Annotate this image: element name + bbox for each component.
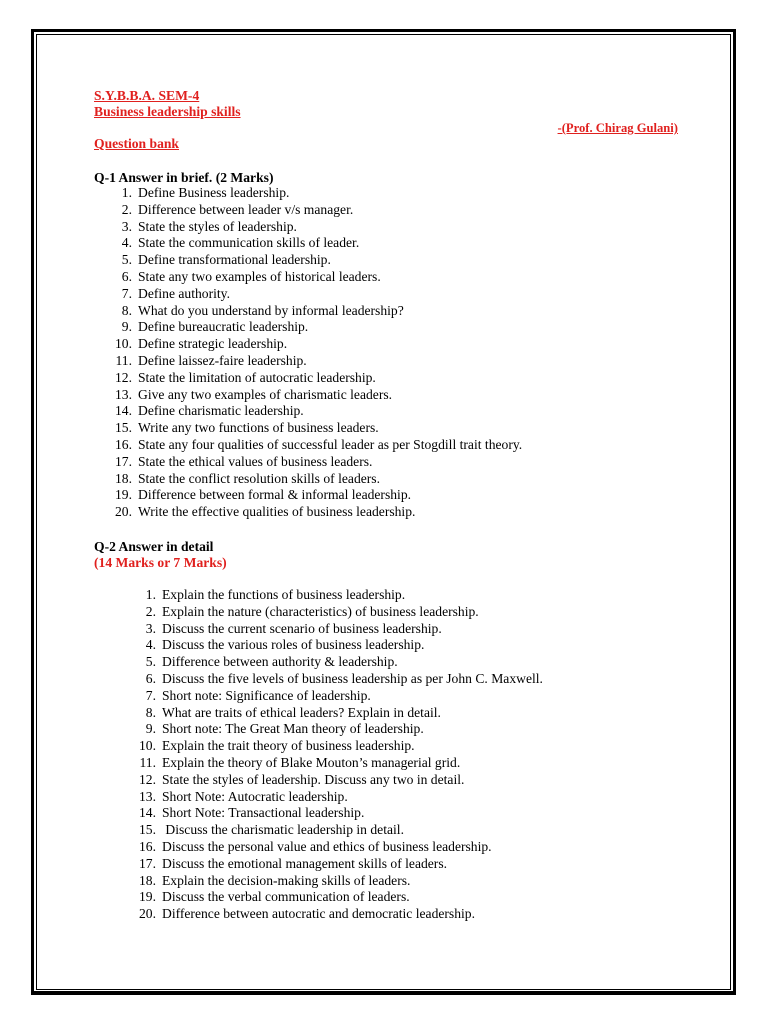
q2-question-item: [139, 872, 543, 890]
question-text: Define bureaucratic leadership.: [138, 319, 309, 335]
question-number: 8.: [121, 302, 132, 318]
question-text: Difference between formal & informal leadership.: [138, 487, 412, 503]
question-text: Short Note: Autocratic leadership.: [162, 788, 348, 804]
q2-question-item: [139, 805, 543, 822]
question-number: 5.: [145, 654, 156, 670]
q2-question-item: [139, 889, 543, 906]
q1-heading: Q-1 Answer in brief. (2 Marks): [94, 170, 274, 185]
question-number: 1.: [121, 185, 132, 200]
question-text: Define authority.: [138, 285, 230, 301]
q1-question-item: [121, 201, 522, 219]
question-text: Define charismatic leadership.: [138, 403, 304, 419]
question-number: 7.: [121, 285, 132, 301]
question-text: Discuss the current scenario of business leadership.: [162, 620, 442, 636]
q2-marks: (14 Marks or 7 Marks): [94, 555, 227, 570]
question-text: State the limitation of autocratic leadership.: [138, 369, 376, 385]
question-number: 6.: [145, 670, 156, 686]
subject-heading: Business leadership skills: [94, 104, 241, 119]
question-text: What do you understand by informal leadership?: [138, 302, 404, 318]
question-number: 13.: [139, 788, 156, 804]
question-text: State any four qualities of successful leader as per Stogdill trait theory.: [138, 436, 523, 452]
question-text: Discuss the five levels of business leadership as per John C. Maxwell.: [162, 670, 543, 686]
q1-question-item: [121, 285, 522, 303]
question-text: Discuss the various roles of business leadership.: [162, 637, 425, 653]
question-text: Define Business leadership.: [138, 185, 290, 200]
question-number: 14.: [139, 805, 156, 821]
question-number: 16.: [139, 838, 156, 854]
q1-question-item: [115, 487, 522, 504]
q2-question-item: [139, 838, 543, 856]
question-number: 10.: [139, 738, 156, 754]
question-number: 15.: [139, 822, 156, 838]
page-border-bottom-rule: [31, 991, 736, 995]
question-number: 6.: [121, 268, 132, 284]
q2-question-item: [145, 587, 543, 604]
q1-question-item: [121, 218, 522, 236]
question-number: 4.: [121, 235, 132, 251]
q1-question-item: [115, 420, 522, 437]
q2-question-item: [145, 670, 543, 688]
question-number: 20.: [115, 504, 132, 520]
q2-question-item: [139, 906, 543, 923]
question-text: Write the effective qualities of business leadership.: [138, 504, 416, 520]
q2-question-item: [139, 754, 543, 772]
question-number: 17.: [115, 453, 132, 469]
q1-question-item: [121, 252, 522, 269]
q1-question-list: [115, 185, 523, 521]
question-text: State the conflict resolution skills of leaders.: [138, 470, 380, 486]
question-text: State any two examples of historical leaders.: [138, 268, 381, 284]
question-number: 15.: [115, 420, 132, 436]
document-title: Question bank: [94, 136, 179, 151]
question-number: 19.: [139, 889, 156, 905]
question-text: Explain the trait theory of business leadership.: [162, 738, 415, 754]
question-text: Discuss the emotional management skills of leaders.: [162, 855, 448, 871]
q1-question-item: [121, 185, 522, 202]
q2-question-item: [145, 654, 543, 671]
question-number: 8.: [145, 704, 156, 720]
question-number: 18.: [139, 872, 156, 888]
q1-question-item: [121, 268, 522, 286]
q2-heading: Q-2 Answer in detail: [94, 539, 214, 554]
question-text: Short Note: Transactional leadership.: [162, 805, 365, 821]
question-text: Discuss the charismatic leadership in detail.: [162, 822, 404, 838]
q2-question-item: [145, 603, 543, 621]
question-number: 13.: [115, 386, 132, 402]
question-text: Explain the nature (characteristics) of business leadership.: [162, 603, 479, 619]
question-number: 11.: [139, 754, 156, 770]
question-text: Explain the decision-making skills of leaders.: [162, 872, 411, 888]
q2-question-item: [145, 704, 543, 722]
professor-name: -(Prof. Chirag Gulani): [557, 121, 678, 135]
question-text: Discuss the personal value and ethics of business leadership.: [162, 838, 492, 854]
question-number: 20.: [139, 906, 156, 922]
question-number: 12.: [139, 771, 156, 787]
question-number: 9.: [145, 721, 156, 737]
question-text: Difference between leader v/s manager.: [138, 201, 354, 217]
question-number: 18.: [115, 470, 132, 486]
q2-question-item: [139, 738, 543, 755]
q2-question-item: [139, 855, 543, 873]
question-number: 10.: [115, 336, 132, 352]
q1-question-item: [121, 302, 522, 320]
q2-question-item: [139, 788, 543, 806]
question-text: Define strategic leadership.: [138, 336, 288, 352]
question-text: Difference between authority & leadership.: [162, 654, 398, 670]
question-text: What are traits of ethical leaders? Explain in detail.: [162, 704, 441, 720]
question-number: 17.: [139, 855, 156, 871]
q1-question-item: [115, 386, 522, 404]
q1-question-item: [115, 436, 523, 454]
question-text: Define transformational leadership.: [138, 252, 331, 268]
question-number: 2.: [145, 603, 156, 619]
q1-question-item: [121, 319, 522, 336]
question-text: Short note: Significance of leadership.: [162, 687, 371, 703]
question-text: Give any two examples of charismatic leaders.: [138, 386, 393, 402]
course-heading: S.Y.B.B.A. SEM-4: [94, 88, 200, 103]
q1-question-item: [115, 453, 522, 471]
question-number: 16.: [115, 436, 132, 452]
q1-question-item: [115, 504, 522, 521]
question-number: 2.: [121, 201, 132, 217]
question-text: Explain the functions of business leadership.: [162, 587, 406, 602]
q1-question-item: [115, 336, 522, 353]
question-text: Explain the theory of Blake Mouton’s managerial grid.: [162, 754, 461, 770]
question-text: Difference between autocratic and democratic leadership.: [162, 906, 475, 922]
q2-question-list: [139, 587, 543, 923]
question-number: 4.: [145, 637, 156, 653]
question-text: State the ethical values of business leaders.: [138, 453, 373, 469]
q2-question-item: [145, 620, 543, 638]
question-text: Short note: The Great Man theory of leadership.: [162, 721, 424, 737]
question-text: Define laissez-faire leadership.: [138, 352, 307, 368]
question-number: 5.: [121, 252, 132, 268]
q2-question-item: [139, 822, 543, 839]
question-text: State the styles of leadership. Discuss any two in detail.: [162, 771, 465, 787]
question-text: Write any two functions of business leaders.: [138, 420, 379, 436]
question-text: State the communication skills of leader.: [138, 235, 360, 251]
question-number: 11.: [115, 352, 132, 368]
q1-question-item: [121, 235, 522, 252]
q2-question-item: [145, 721, 543, 738]
question-text: Discuss the verbal communication of leaders.: [162, 889, 410, 905]
question-number: 1.: [145, 587, 156, 602]
question-number: 3.: [145, 620, 156, 636]
q1-question-item: [115, 369, 522, 387]
question-number: 7.: [145, 687, 156, 703]
question-number: 12.: [115, 369, 132, 385]
question-text: State the styles of leadership.: [138, 218, 297, 234]
question-number: 3.: [121, 218, 132, 234]
question-number: 19.: [115, 487, 132, 503]
q1-question-item: [115, 352, 522, 370]
q1-question-item: [115, 470, 522, 488]
q1-question-item: [115, 403, 522, 420]
q2-question-item: [145, 637, 543, 654]
q2-question-item: [145, 687, 543, 705]
question-number: 14.: [115, 403, 132, 419]
q2-question-item: [139, 771, 543, 789]
question-number: 9.: [121, 319, 132, 335]
